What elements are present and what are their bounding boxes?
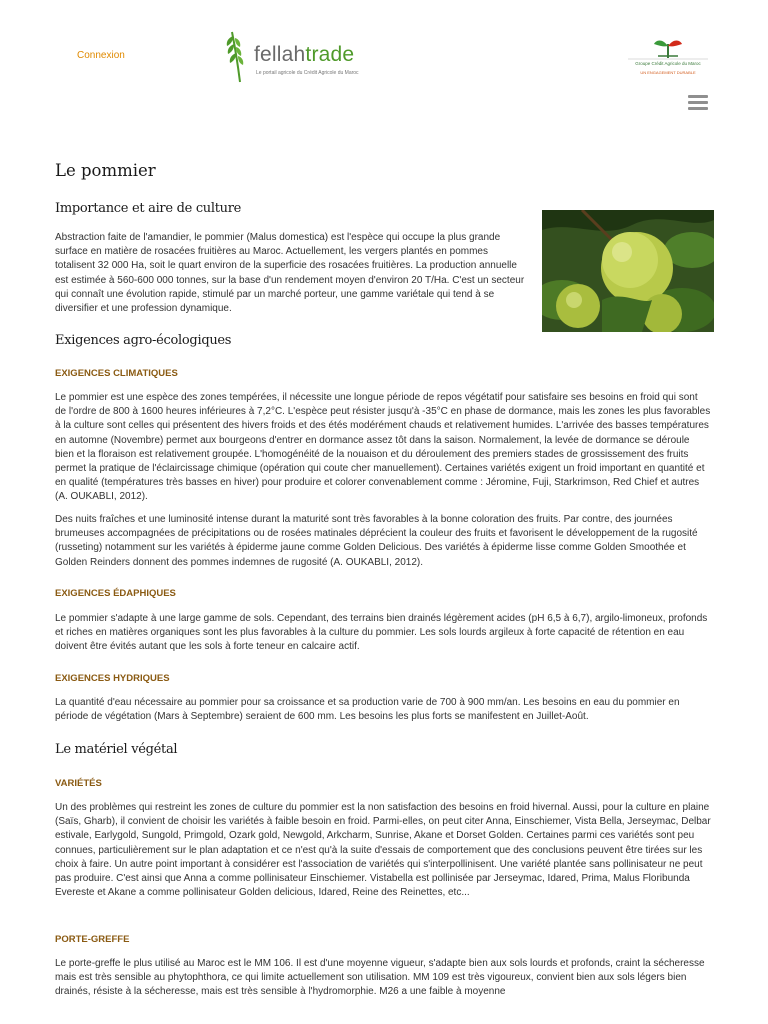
wheat-icon: [222, 26, 256, 84]
page-title: Le pommier: [55, 161, 156, 180]
varietes-paragraph: Un des problèmes qui restreint les zones de culture du pommier est la non satisfaction des besoins en froid hivernal. Aussi, pour la culture en plaine (Saïs, Gharb), il convient de choisir les variétés à faible besoin en froid. Parmi-elles, on peut citer Anna, Einschiemer, Vista Bella, Jerseymac, Delbar estivale, Earlygold, Sungold, Primgold, Ozark gold, Newgold, Arkcharm, Sunrise, Akane et Dorset Golden. Certaines parmi ces variétés sont peu connues, particulièrement sur le plan adaptation et ce n'est qu'à la suite d'essais de comportement que des conclusions peuvent être tirées sur les choix à faire. Un autre point important à considérer est l'association de variétés qui s'interpollinisent. Une variété plantée sans pollinisateur ne peut pas produire. C'est ainsi que Anna a comme pollinisateur Einschiemer. Vistabella est pollinisée par Jerseymac, Idared, Prima, Malus Floribunda Evereste et Akane a comme pollinisateur Golden delicious, Idared, Reine des Reinettes, etc...: [55, 802, 711, 899]
logo-wordmark: fellahtrade: [254, 43, 355, 66]
partner-tagline: UN ENGAGEMENT DURABLE: [640, 70, 696, 75]
climatiques-paragraph-1: Le pommier est une espèce des zones tempérées, il nécessite une longue période de repos végétatif pour satisfaire ses besoins en froid qui sont de l'ordre de 800 à 1600 heures inférieures à 7,2°C. L'espèce peut résister jusqu'à -35°C en phase de dormance, mais les zones les plus favorables à la culture sont celles qui présentent des hivers froids et des étés modérément chauds et relativement humides. L'arrivée des basses températures en automne (Novembre) permet aux bourgeons d'entrer en dormance assez tôt dans la saison. Normalement, la levée de dormance se déroule bien et la floraison est relativement groupée. L'homogénéité de la nouaison et du déroulement des premiers stades de grossissement des fruits permet la pratique de l'éclaircissage chimique (opération qui coute cher manuellement). Certaines variétés exigent un froid important en quantité et en qualité (températures très basses en hiver) pour produire et colorer convenablement comme : Jéromine, Fuji, Starkrimson, Red Chief et autres (A. OUKABLI, 2012).: [55, 392, 711, 503]
hydriques-paragraph: La quantité d'eau nécessaire au pommier pour sa croissance et sa production varie de 700 à 900 mm/an. Les besoins en eau du pommier en période de végétation (Mars à Septembre) seraient de 600 mm. Les besoins les plus forts se manifestent en Juillet-Août.: [55, 697, 680, 723]
section-heading-materiel: Le matériel végétal: [55, 742, 178, 757]
section-heading-importance: Importance et aire de culture: [55, 201, 242, 216]
subheading-hydriques: EXIGENCES HYDRIQUES: [55, 673, 170, 684]
subheading-edaphiques: EXIGENCES ÉDAPHIQUES: [55, 588, 176, 599]
sprout-icon: [620, 34, 716, 60]
section-heading-exigences: Exigences agro-écologiques: [55, 333, 232, 348]
login-link[interactable]: Connexion: [77, 50, 125, 61]
subheading-climatiques: EXIGENCES CLIMATIQUES: [55, 368, 178, 379]
climatiques-paragraph-2: Des nuits fraîches et une luminosité intense durant la maturité sont très favorables à la bonne coloration des fruits. Par contre, des journées brumeuses accompagnées de précipitations ou de rosées matinales déprécient la couleur des fruits et favorisent le développement de la rugosité (russeting) notamment sur les variétés à épiderme jaune comme Golden Delicious. Des variétés à épiderme lisse comme Golden Smoothée et Golden Reinders donnent des pommes indemnes de rugosité (A. OUKABLI, 2012).: [55, 514, 698, 568]
apple-photo: [542, 210, 714, 332]
logo-tagline: Le portail agricole du Crédit Agricole du Maroc: [256, 70, 359, 76]
subheading-varietes: VARIÉTÉS: [55, 778, 102, 789]
credit-agricole-logo[interactable]: [620, 34, 716, 80]
edaphiques-paragraph: Le pommier s'adapte à une large gamme de sols. Cependant, des terrains bien drainés légèrement acides (pH 6,5 à 6,7), argilo-limoneux, profonds et riches en matières organiques sont les plus favorables à la culture du pommier. Les sols lourds argileux à forte capacité de rétention en eau doivent être évités autant que les sols à forte teneur en calcaire actif.: [55, 613, 708, 653]
porte-greffe-paragraph: Le porte-greffe le plus utilisé au Maroc est le MM 106. Il est d'une moyenne vigueur, s'adapte bien aux sols lourds et profonds, craint la sécheresse mais est très sensible au phytophthora, ce qui limite actuellement son utilisation. MM 109 est très vigoureux, convient bien aux sols légers bien drainés, résiste à la sécheresse, mais est très sensible à l'hydromorphie. M26 a une faible à moyenne: [55, 958, 705, 998]
hamburger-menu-icon[interactable]: [688, 95, 708, 111]
partner-name: Groupe Crédit Agricole du Maroc: [635, 61, 701, 66]
subheading-porte-greffe: PORTE-GREFFE: [55, 934, 130, 945]
fellahtrade-logo[interactable]: [222, 26, 382, 84]
site-header: [0, 0, 768, 130]
importance-paragraph: Abstraction faite de l'amandier, le pommier (Malus domestica) est l'espèce qui occupe la plus grande surface en matière de rosacées fruitières au Maroc. Actuellement, les vergers plantés en pommes totalisent 32 000 Ha, soit le quart environ de la superficie des rosacées fruitières. La production annuelle est estimée à 560-600 000 tonnes, sur la base d'un rendement moyen d'environ 20 T/Ha. C'est un secteur qui connaît une évolution rapide, stimulé par un marché porteur, une gamme variétale qui tend à se diversifier et une profession dynamique.: [55, 232, 525, 315]
